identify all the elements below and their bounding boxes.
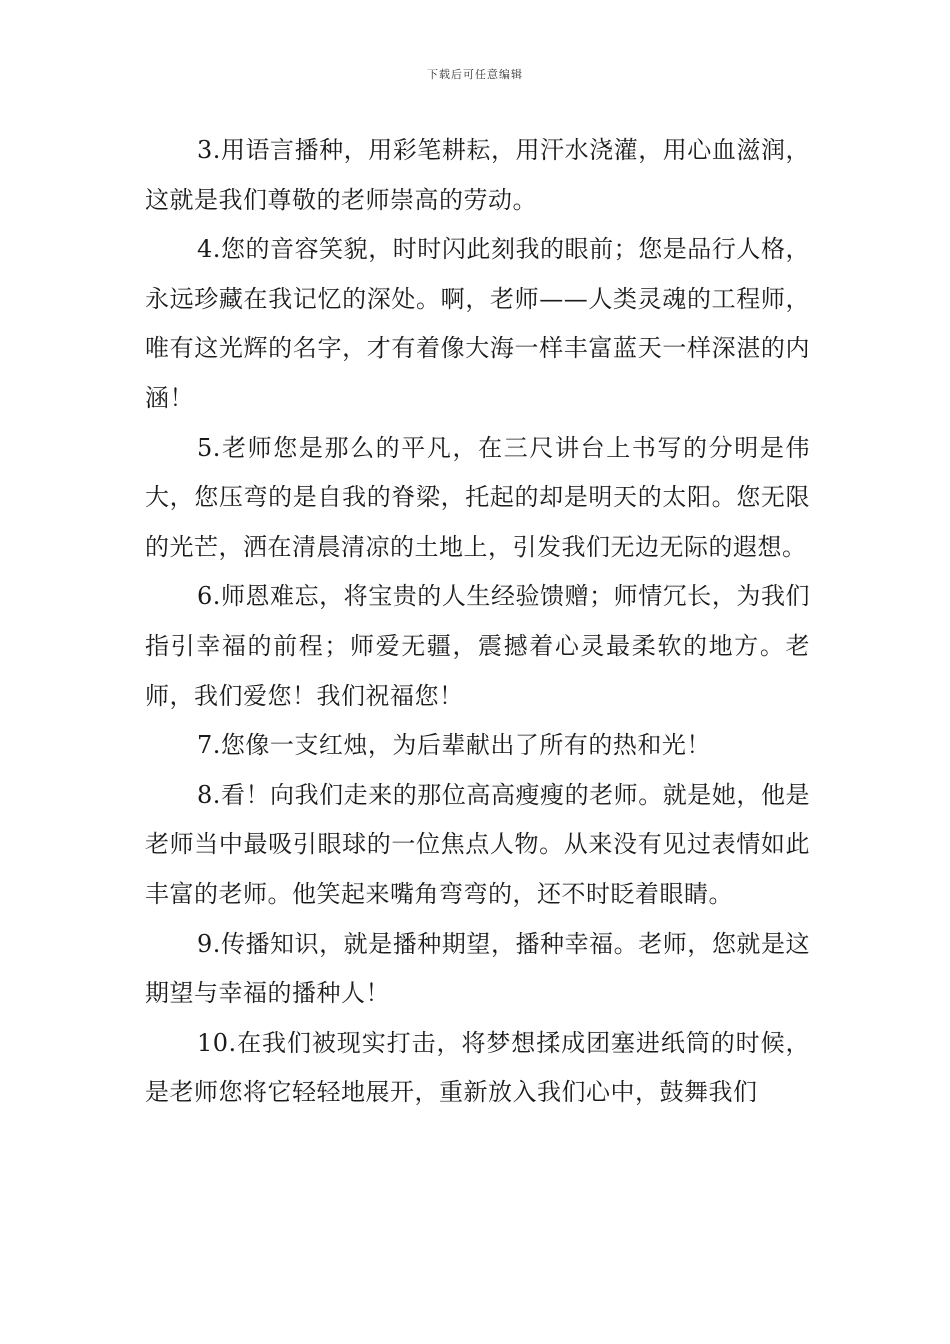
paragraph-6: 6.师恩难忘，将宝贵的人生经验馈赠；师情冗长，为我们指引幸福的前程；师爱无疆，震撼着心灵最柔软的地方。老师，我们爱您！我们祝福您！ bbox=[145, 582, 810, 710]
paragraph-7: 7.您像一支红烛，为后辈献出了所有的热和光！ bbox=[197, 731, 711, 760]
document-body bbox=[145, 126, 810, 1118]
paragraph-10: 10.在我们被现实打击，将梦想揉成团塞进纸筒的时候，是老师您将它轻轻地展开，重新放入我们心中，鼓舞我们 bbox=[145, 1028, 810, 1107]
page-header: 下载后可任意编辑 bbox=[427, 68, 523, 81]
paragraph-8: 8.看！向我们走来的那位高高瘦瘦的老师。就是她，他是老师当中最吸引眼球的一位焦点人物。从来没有见过表情如此丰富的老师。他笑起来嘴角弯弯的，还不时眨着眼睛。 bbox=[145, 780, 810, 908]
paragraph-3: 3.用语言播种，用彩笔耕耘，用汗水浇灌，用心血滋润，这就是我们尊敬的老师崇高的劳动。 bbox=[145, 136, 810, 214]
paragraph-9: 9.传播知识，就是播种期望，播种幸福。老师，您就是这期望与幸福的播种人！ bbox=[145, 929, 810, 1008]
paragraph-5: 5.老师您是那么的平凡，在三尺讲台上书写的分明是伟大，您压弯的是自我的脊梁，托起的却是明天的太阳。您无限的光芒，洒在清晨清凉的土地上，引发我们无边无际的遐想。 bbox=[145, 433, 810, 561]
paragraph-4: 4.您的音容笑貌，时时闪此刻我的眼前；您是品行人格，永远珍藏在我记忆的深处。啊，老师——人类灵魂的工程师，唯有这光辉的名字，才有着像大海一样丰富蓝天一样深湛的内涵！ bbox=[145, 235, 810, 412]
